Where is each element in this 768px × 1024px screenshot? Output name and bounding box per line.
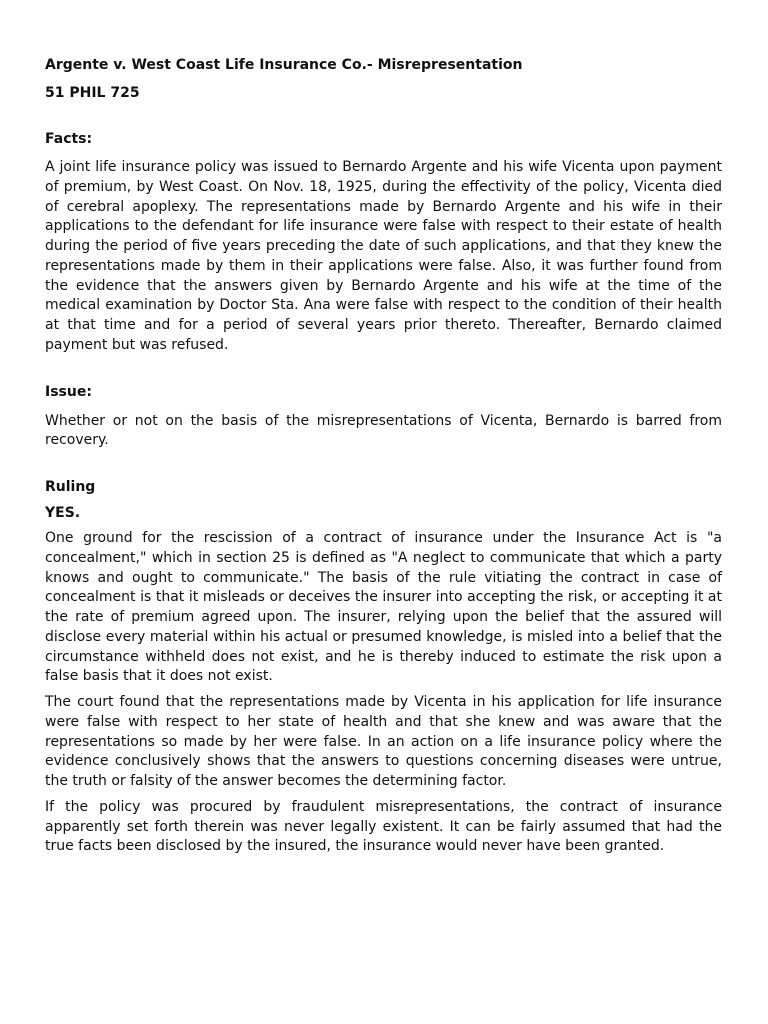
ruling-answer: YES.	[45, 505, 81, 521]
document-page	[45, 55, 722, 857]
issue-paragraph: Whether or not on the basis of the misrepresentations of Vicenta, Bernardo is barred from recovery.	[45, 412, 722, 449]
facts-heading: Facts:	[45, 131, 93, 147]
ruling-paragraph: One ground for the rescission of a contract of insurance under the Insurance Act is "a concealment," which in section 25 is defined as "A neglect to communicate that which a party knows and ought to communicate." The basis of the rule vitiating the contract in case of concealment is that it misleads or deceives the insurer into accepting the risk, or accepting it at the rate of premium agreed upon. The insurer, relying upon the belief that the assured will disclose every material within his actual or presumed knowledge, is misled into a belief that the circumstance withheld does not exist, and he is thereby induced to estimate the risk upon a false basis that it does not exist.	[45, 530, 722, 685]
ruling-heading: Ruling	[45, 479, 96, 495]
case-title: Argente v. West Coast Life Insurance Co.- Misrepresentation	[45, 57, 523, 73]
issue-heading: Issue:	[45, 383, 92, 400]
case-citation: 51 PHIL 725	[45, 85, 140, 101]
ruling-paragraph: The court found that the representations made by Vicenta in his application for life insurance were false with respect to her state of health and that she knew and was aware that the representations so made by her were false. In an action on a life insurance policy where the evidence conclusively shows that the answers to questions concerning diseases were untrue, the truth or falsity of the answer becomes the determining factor.	[45, 694, 722, 789]
facts-paragraph: A joint life insurance policy was issued to Bernardo Argente and his wife Vicenta upon payment of premium, by West Coast. On Nov. 18, 1925, during the effectivity of the policy, Vicenta died of cerebral apoplexy. The representations made by Bernardo Argente and his wife in their applications to the defendant for life insurance were false with respect to their estate of health during the period of five years preceding the date of such applications, and that they knew the representations made by them in their applications were false. Also, it was further found from the evidence that the answers given by Bernardo Argente and his wife at the time of the medical examination by Doctor Sta. Ana were false with respect to the condition of their health at that time and for a period of several years prior thereto. Thereafter, Bernardo claimed payment but was refused.	[45, 159, 722, 353]
ruling-paragraph: If the policy was procured by fraudulent misrepresentations, the contract of insurance apparently set forth therein was never legally existent. It can be fairly assumed that had the true facts been disclosed by the insured, the insurance would never have been granted.	[45, 798, 722, 855]
